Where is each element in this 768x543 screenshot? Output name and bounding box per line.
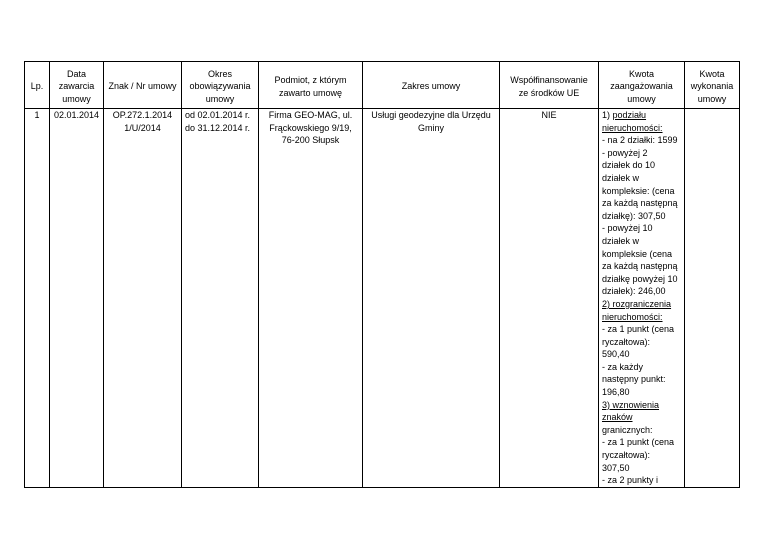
kwota-line <box>602 273 681 286</box>
kwota-line <box>602 462 681 475</box>
cell-kwota-wykonania <box>685 109 740 488</box>
cell-lp: 1 <box>25 109 50 488</box>
kwota-line <box>602 399 681 412</box>
kwota-line <box>602 122 681 135</box>
kwota-line <box>602 323 681 336</box>
kwota-line-text: za każdą następną <box>602 198 678 209</box>
kwota-line-text: - za 1 punkt (cena <box>602 324 675 335</box>
header-data-zawarcia: Data zawarcia umowy <box>50 62 104 109</box>
kwota-line <box>602 436 681 449</box>
kwota-line-text: następny punkt: <box>602 374 666 385</box>
kwota-line <box>602 260 681 273</box>
kwota-line <box>602 348 681 361</box>
kwota-line-underlined: 3) wznowienia <box>602 399 660 410</box>
kwota-line-text: kompleksie (cena <box>602 248 673 259</box>
header-lp: Lp. <box>25 62 50 109</box>
cell-kwota-zaangazowania <box>599 109 685 488</box>
kwota-line <box>602 424 681 437</box>
cell-okres: od 02.01.2014 r. do 31.12.2014 r. <box>182 109 259 488</box>
kwota-line-underlined: nieruchomości: <box>602 311 663 322</box>
header-kwota-zaangazowania: Kwota zaangażowania umowy <box>599 62 685 109</box>
kwota-line-text: za każdą następną <box>602 261 678 272</box>
kwota-line <box>602 449 681 462</box>
kwota-line-text: działek w <box>602 235 640 246</box>
header-zakres: Zakres umowy <box>363 62 500 109</box>
kwota-line-text: - za każdy <box>602 361 644 372</box>
kwota-line <box>602 210 681 223</box>
kwota-line-text: - za 1 punkt (cena <box>602 437 675 448</box>
kwota-line <box>602 109 681 122</box>
kwota-line <box>602 386 681 399</box>
kwota-line-text: - powyżej 10 <box>602 223 653 234</box>
kwota-line-underlined: znaków <box>602 412 633 423</box>
kwota-line-text: kompleksie: (cena <box>602 185 675 196</box>
kwota-line-underlined: 2) rozgraniczenia <box>602 298 672 309</box>
kwota-line-text: 196,80 <box>602 387 630 398</box>
header-podmiot: Podmiot, z którym zawarto umowę <box>259 62 363 109</box>
kwota-line <box>602 235 681 248</box>
header-wspolfinansowanie: Współfinansowanie ze środków UE <box>500 62 599 109</box>
kwota-line <box>602 361 681 374</box>
kwota-line <box>602 411 681 424</box>
kwota-line-text: działek): 246,00 <box>602 286 666 297</box>
cell-wspolfinansowanie: NIE <box>500 109 599 488</box>
kwota-line <box>602 222 681 235</box>
kwota-line-text: - na 2 działki: 1599 <box>602 135 678 146</box>
table-row <box>25 109 740 488</box>
kwota-line-text: granicznych: <box>602 424 653 435</box>
kwota-line-text: ryczałtowa): <box>602 450 651 461</box>
cell-data-zawarcia: 02.01.2014 <box>50 109 104 488</box>
kwota-line-text: 590,40 <box>602 349 630 360</box>
kwota-line-text: 1) <box>602 110 613 120</box>
kwota-line-text: działek w <box>602 172 640 183</box>
kwota-line-text: - powyżej 2 <box>602 147 648 158</box>
header-kwota-wykonania: Kwota wykonania umowy <box>685 62 740 109</box>
header-okres: Okres obowiązywania umowy <box>182 62 259 109</box>
kwota-line-underlined: nieruchomości: <box>602 122 663 133</box>
contracts-table <box>24 61 740 488</box>
kwota-line <box>602 172 681 185</box>
kwota-line <box>602 285 681 298</box>
kwota-line-text: działkę powyżej 10 <box>602 273 678 284</box>
kwota-line <box>602 134 681 147</box>
kwota-line <box>602 311 681 324</box>
kwota-line <box>602 159 681 172</box>
kwota-line <box>602 248 681 261</box>
kwota-line <box>602 474 681 487</box>
kwota-line <box>602 197 681 210</box>
cell-zakres: Usługi geodezyjne dla Urzędu Gminy <box>363 109 500 488</box>
kwota-line <box>602 185 681 198</box>
kwota-line-text: 307,50 <box>602 462 630 473</box>
kwota-line <box>602 336 681 349</box>
header-row <box>25 62 740 109</box>
kwota-line-text: działkę): 307,50 <box>602 210 666 221</box>
kwota-line <box>602 147 681 160</box>
kwota-line-underlined: podziału <box>612 110 647 120</box>
kwota-line-text: ryczałtowa): <box>602 336 651 347</box>
kwota-line-text: - za 2 punkty i <box>602 475 659 486</box>
header-znak: Znak / Nr umowy <box>104 62 182 109</box>
kwota-line <box>602 298 681 311</box>
kwota-line <box>602 373 681 386</box>
cell-znak: OP.272.1.2014 1/U/2014 <box>104 109 182 488</box>
kwota-line-text: działek do 10 <box>602 160 656 171</box>
cell-podmiot: Firma GEO-MAG, ul. Frąckowskiego 9/19, 76-200 Słupsk <box>259 109 363 488</box>
